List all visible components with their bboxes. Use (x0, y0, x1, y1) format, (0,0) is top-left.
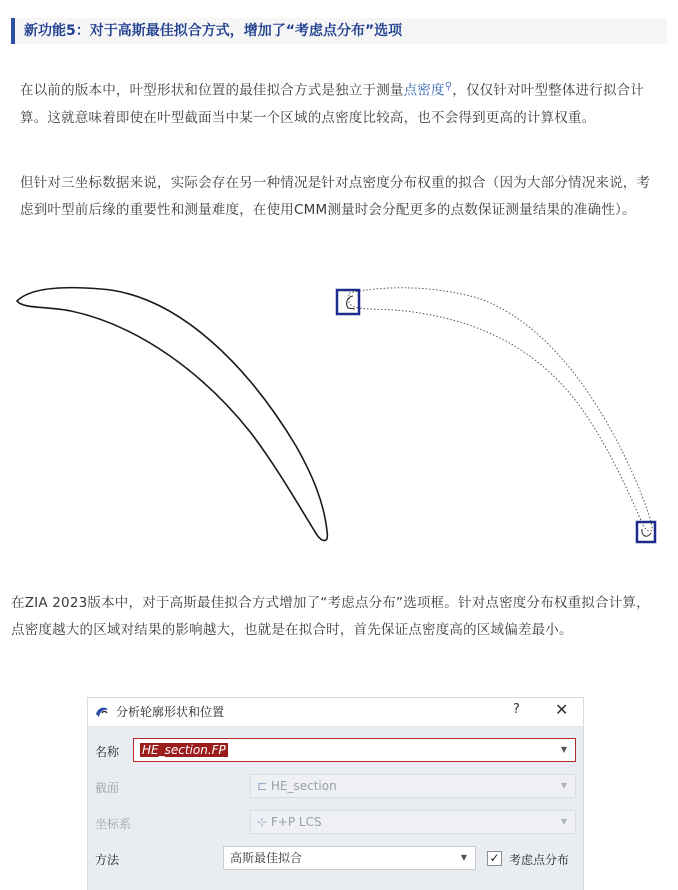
dialog-titlebar (88, 698, 583, 727)
chevron-down-icon[interactable]: ▼ (460, 853, 467, 862)
search-icon[interactable]: ⚲ (444, 81, 453, 92)
section-select[interactable] (250, 774, 576, 798)
para1-text: 在以前的版本中，叶型形状和位置的最佳拟合方式是独立于测量 (20, 82, 404, 99)
section-label: 截面 (95, 781, 120, 795)
paragraph-zia-2023: 在ZIA 2023版本中，对于高斯最佳拟合方式增加了“考虑点分布”选项框。针对点密度分布权重拟合计算，点密度越大的区域对结果的影响越大，也就是在拟合时，首先保证点密度高的区域偏差最小。 (11, 595, 650, 638)
name-field[interactable] (133, 738, 576, 762)
close-button[interactable]: ✕ (555, 700, 569, 719)
check-icon: ✓ (489, 851, 500, 865)
leading-edge-highlight (337, 290, 359, 314)
airfoil-solid-outline (17, 288, 327, 541)
dialog-body (88, 727, 583, 890)
trailing-edge-highlight (637, 522, 655, 542)
section-heading: 新功能5：对于高斯最佳拟合方式，增加了“考虑点分布”选项 (11, 18, 667, 44)
consider-distribution-label: 考虑点分布 (509, 853, 570, 867)
row-coordinate-system (88, 805, 583, 841)
blade-analysis-icon (94, 704, 110, 720)
coordinate-system-label: 坐标系 (95, 817, 132, 831)
row-method (88, 841, 583, 877)
row-section (88, 769, 583, 805)
airfoil-dotted-outline (349, 288, 652, 532)
method-select[interactable] (223, 846, 476, 870)
dialog-title: 分析轮廓形状和位置 (116, 705, 225, 719)
coordinate-system-icon: ⊹ (257, 815, 268, 829)
point-density-link[interactable]: 点密度 (403, 82, 445, 99)
section-value: HE_section (270, 779, 337, 793)
name-value: HE_section.FP (142, 743, 226, 757)
paragraph-previous-version (20, 73, 662, 132)
airfoil-comparison-image (11, 281, 663, 556)
consider-distribution-checkbox[interactable] (487, 851, 502, 866)
para1-text-rest: ，仅仅针对叶型整体进行拟合计算。这就意味着即使在叶型截面当中某一个区域的点密度比较高，也不会得到更高的计算权重。 (20, 82, 645, 126)
name-label: 名称 (95, 745, 120, 759)
airfoil-figure (11, 281, 663, 556)
method-label: 方法 (95, 853, 120, 867)
coordinate-system-value: F+P LCS (270, 815, 322, 829)
chevron-down-icon[interactable]: ▼ (560, 745, 567, 754)
analyze-profile-dialog (87, 697, 584, 890)
help-button[interactable]: ? (513, 702, 520, 717)
method-value: 高斯最佳拟合 (230, 851, 303, 865)
row-name (88, 733, 583, 769)
section-icon: ⊏ (257, 779, 268, 793)
chevron-down-icon[interactable]: ▼ (560, 817, 567, 826)
chevron-down-icon[interactable]: ▼ (560, 781, 567, 790)
paragraph-cmm-data: 但针对三坐标数据来说，实际会存在另一种情况是针对点密度分布权重的拟合（因为大部分情况来说，考虑到叶型前后缘的重要性和测量难度，在使用CMM测量时会分配更多的点数保证测量结果的准确性）。 (20, 175, 651, 218)
coordinate-system-select[interactable] (250, 810, 576, 834)
